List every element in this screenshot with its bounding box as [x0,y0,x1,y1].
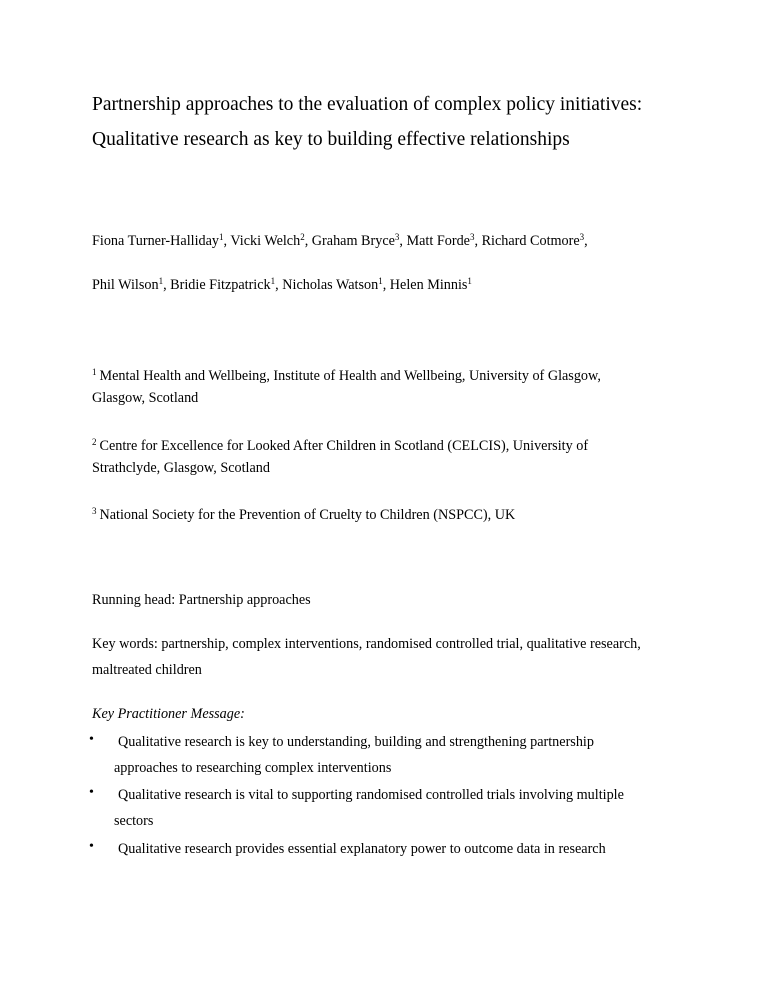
affiliation-3-line-1 [92,502,515,524]
author-list-line-1: Fiona Turner-Halliday$^1$, Vicki Welch$^2$, Graham Bryce$^3$, Matt Forde$^3$, Richard Cotmore$^3$, [92,232,588,249]
affiliation-number: 2 [92,437,97,447]
list-item-text-continued: sectors [114,813,154,829]
author-affiliation-mark: 3 [394,232,400,242]
affiliation-2-line-1 [92,433,588,455]
author-affiliation-mark: 1 [219,232,224,242]
affiliation-1-line-2: Glasgow, Scotland [92,390,199,406]
paper-title-line-1: Partnership approaches to the evaluation of complex policy initiatives: [92,94,643,115]
affiliation-text: Mental Health and Wellbeing, Institute of Health and Wellbeing, University of Glasgow, [99,368,601,384]
affiliation-number: 3 [92,506,97,516]
running-head: Running head: Partnership approaches [92,592,311,608]
bullet-icon: • [89,785,94,800]
list-item-text: Qualitative research is vital to supporting randomised controlled trials involving multiple [118,787,624,803]
bullet-icon: • [89,732,94,747]
author-affiliation-mark: 1 [378,276,383,286]
author-affiliation-mark: 1 [158,276,164,286]
author-affiliation-mark: 1 [270,276,276,286]
affiliation-2-line-2: Strathclyde, Glasgow, Scotland [92,460,270,476]
author-affiliation-mark: 1 [467,276,472,286]
affiliation-number: 1 [92,367,97,377]
key-words-line-1: Key words: partnership, complex interventions, randomised controlled trial, qualitative research, [92,636,641,652]
paper-title-line-2: Qualitative research as key to building effective relationships [92,129,570,150]
list-item-text: Qualitative research provides essential explanatory power to outcome data in research [118,841,606,857]
author-name: Graham Bryce [311,233,395,249]
author-name: Helen Minnis [389,277,468,293]
key-message-heading: Key Practitioner Message: [92,706,245,722]
key-words-line-2: maltreated children [92,662,202,678]
author-name: Bridie Fitzpatrick [170,277,271,293]
affiliation-text: National Society for the Prevention of Cruelty to Children (NSPCC), UK [99,507,516,523]
author-name: Vicki Welch [230,233,301,249]
bullet-icon: • [89,839,94,854]
author-list-line-2: Phil Wilson$^1$, Bridie Fitzpatrick$^1$, Nicholas Watson$^1$, Helen Minnis$^1$ [92,276,472,293]
author-affiliation-mark: 3 [469,232,475,242]
affiliation-1-line-1 [92,363,601,385]
author-name: Fiona Turner-Halliday [92,233,220,249]
author-affiliation-mark: 3 [579,232,585,242]
list-item-text: Qualitative research is key to understanding, building and strengthening partnership [118,734,594,750]
author-name: Matt Forde [406,233,470,249]
author-name: Richard Cotmore [481,233,580,249]
author-name: Phil Wilson [92,277,159,293]
affiliation-text: Centre for Excellence for Looked After Children in Scotland (CELCIS), University of [99,438,589,454]
author-affiliation-mark: 2 [300,232,305,242]
list-item-text-continued: approaches to researching complex interventions [114,760,392,776]
author-name: Nicholas Watson [282,277,379,293]
